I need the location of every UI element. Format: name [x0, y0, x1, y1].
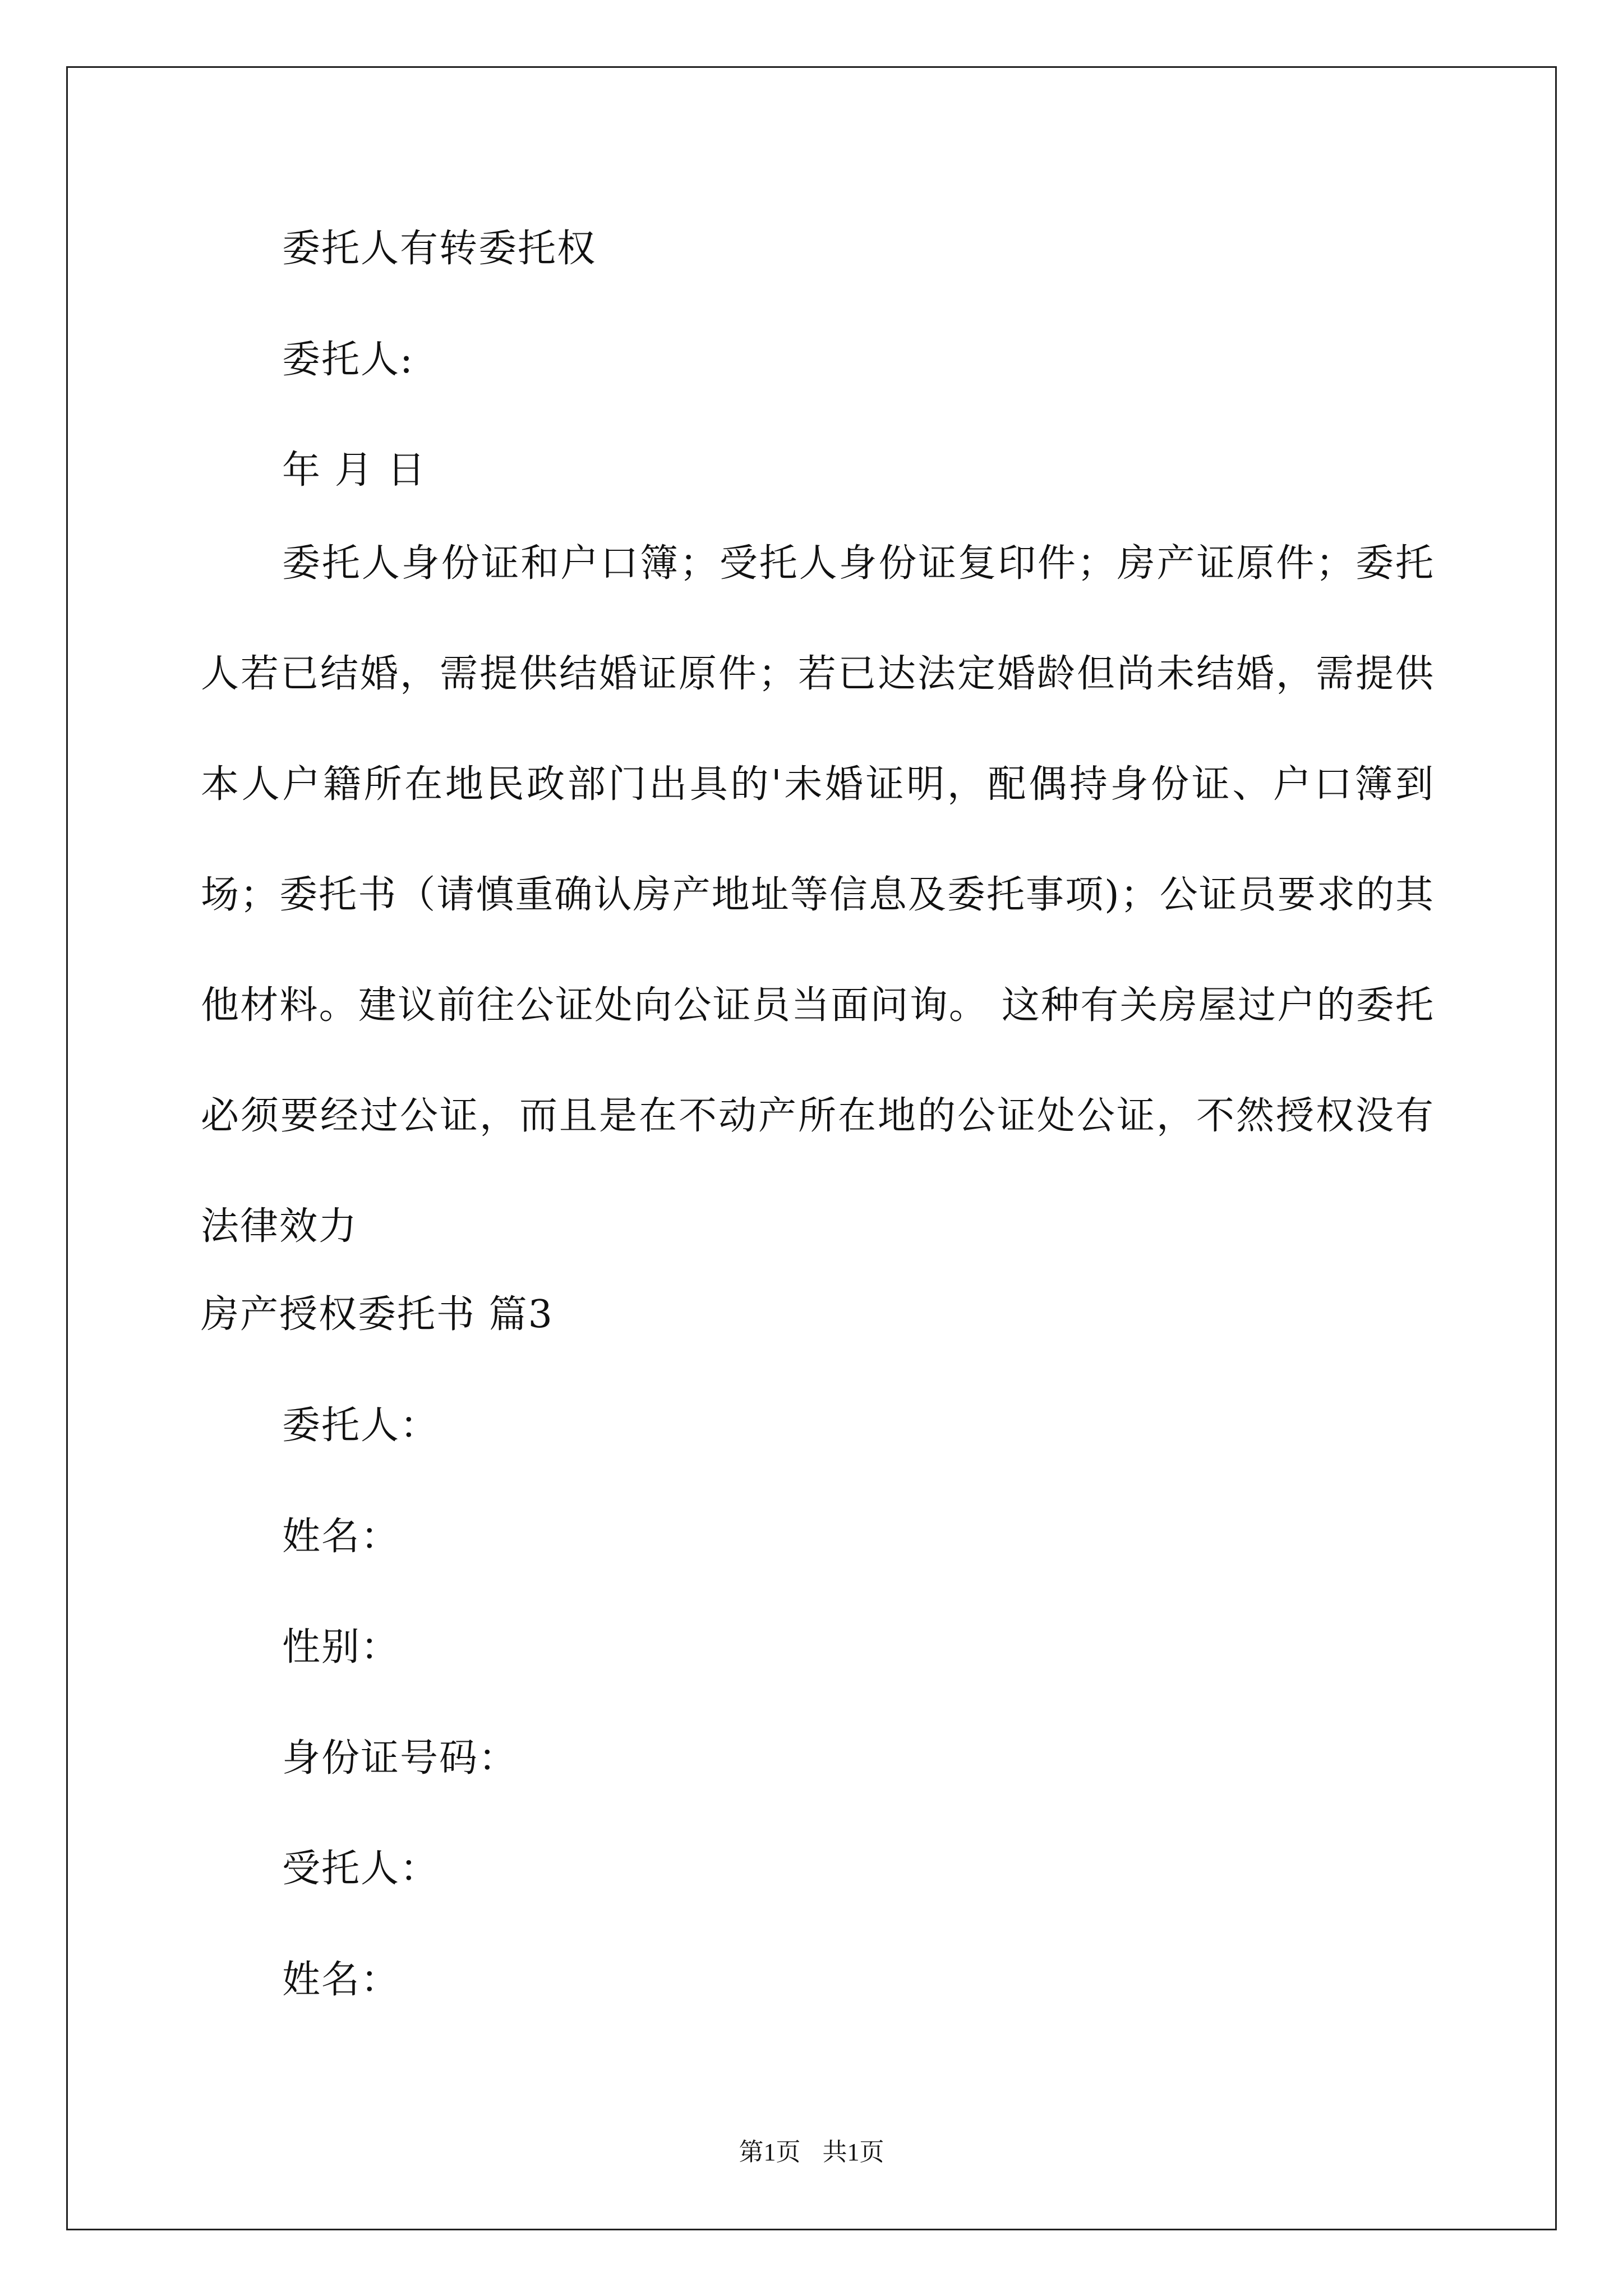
- text-line-date: 年 月 日: [282, 448, 427, 493]
- section-title: 房产授权委托书 篇3: [201, 1292, 554, 1337]
- text-line-principal: 委托人:: [282, 338, 414, 382]
- materials-paragraph: 委托人身份证和户口簿；受托人身份证复印件；房产证原件；委托人若已结婚，需提供结婚证原件；若已达法定婚龄但尚未结婚，需提供本人户籍所在地民政部门出具的'未婚证明，配偶持身份证、户口簿到场；委托书（请慎重确认房产地址等信息及委托事项)；公证员要求的其他材料。建议前往公证处向公证员当面问询。 这种有关房屋过户的委托必须要经过公证，而且是在不动产所在地的公证处公证，不然授权没有法律效力: [201, 541, 1435, 1249]
- page-footer: [0, 2132, 1623, 2168]
- field-id-number: 身份证号码：: [282, 1736, 518, 1780]
- text-line-transfer-right: 委托人有转委托权: [282, 227, 597, 271]
- field-principal: 委托人：: [282, 1404, 440, 1448]
- field-agent-name: 姓名：: [282, 1958, 400, 2002]
- page-number: 第1页: [739, 2138, 801, 2166]
- field-gender: 性别：: [282, 1625, 400, 1669]
- field-name: 姓名：: [282, 1515, 400, 1559]
- field-agent: 受托人：: [282, 1847, 440, 1891]
- page-total: 共1页: [822, 2138, 884, 2166]
